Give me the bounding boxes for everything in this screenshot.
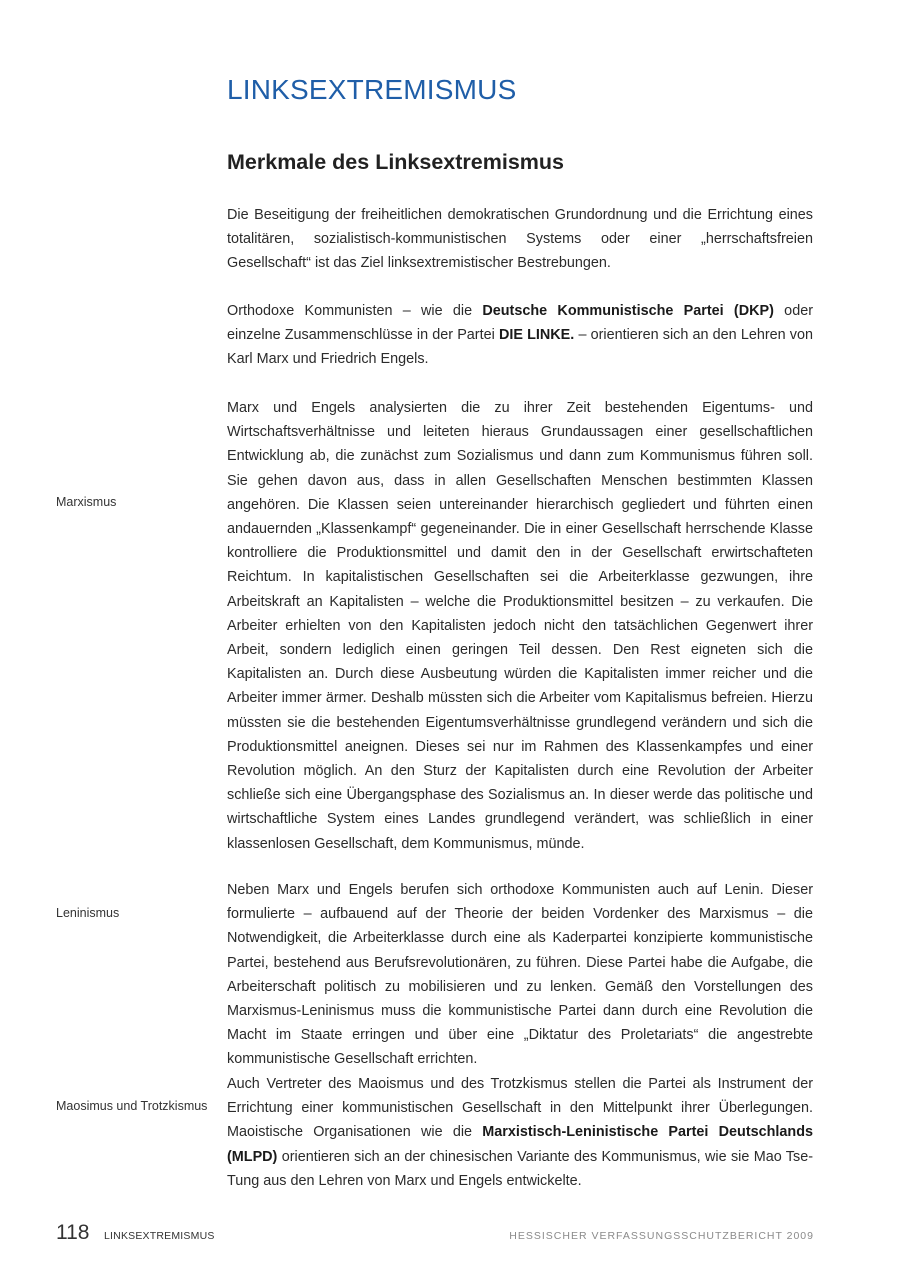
paragraph-text: oder einzelne Zusammenschlüsse in der Partei	[227, 303, 813, 344]
die-linke-name: DIE LINKE.	[498, 327, 575, 344]
paragraph-text: Auch Vertreter des Maoismus und des Trotzkismus stellen die Partei als Instrument der Errichtung einer kommunistischen Gesellschaft in den Mittelpunkt ihrer Überlegungen. Maoistische Organisationen wie die	[227, 1076, 813, 1141]
section-heading: Merkmale des Linksextremismus	[227, 150, 564, 174]
footer-report-title: HESSISCHER VERFASSUNGSSCHUTZBERICHT 2009	[509, 1230, 814, 1242]
paragraph-maoismus-trotzkismus	[227, 1072, 813, 1193]
mlpd-name: Marxistisch-Leninistische Partei Deutschlands (MLPD)	[227, 1124, 814, 1165]
margin-label-maoismus: Maosimus und Trotzkismus	[56, 1099, 208, 1113]
paragraph-text: Orthodoxe Kommunisten – wie die	[227, 303, 483, 319]
paragraph-text: orientieren sich an der chinesischen Variante des Kommunismus, wie sie Mao Tse-Tung aus den Lehren von Marx und Engels entwickelte.	[227, 1148, 813, 1189]
paragraph-orthodox-communists	[227, 299, 813, 372]
footer-section-title: LINKSEXTREMISMUS	[104, 1230, 215, 1242]
paragraph-marxismus: Marx und Engels analysierten die zu ihrer Zeit bestehenden Eigentums- und Wirtschaftsverhältnisse und leiteten hieraus Grundaussagen einer gesellschaftlichen Entwicklung ab, die zunächst zum Sozialismus und dann zum Kommunismus führen soll. Sie gehen davon aus, dass in allen Gesellschaften Menschen bestimmten Klassen angehören. Die Klassen seien untereinander hierarchisch gegliedert und führten einen andauernden „Klassenkampf“ gegeneinander. Die in einer Gesellschaft herrschende Klasse kontrolliere die Produktionsmittel und damit den in der Gesellschaft erwirtschafteten Reichtum. In kapitalistischen Gesellschaften sei die Arbeiterklasse gezwungen, ihre Arbeitskraft an Kapitalisten – welche die Produktionsmittel besitzen – zu verkaufen. Die Arbeiter erhielten von den Kapitalisten jedoch nicht den tatsächlichen Gegenwert ihrer Arbeit, sondern lediglich einen geringen Teil dessen. Den Rest eigneten sich die Kapitalisten an. Durch diese Ausbeutung würden die Kapitalisten immer reicher und die Arbeiter immer ärmer. Deshalb müssten sich die Arbeiter vom Kapitalismus befreien. Hierzu müssten sie die bestehenden Eigentumsverhältnisse grundlegend verändern und sich die Produktionsmittel aneignen. Dieses sei nur im Rahmen des Klassenkampfes und einer Revolution möglich. An den Sturz der Kapitalisten durch eine Revolution der Arbeiter schließe sich eine Übergangsphase des Sozialismus an. In dieser werde das politische und wirtschaftliche System eines Landes grundlegend verändert, was schließlich in einer klassenlosen Gesellschaft, dem Kommunismus, münde.	[227, 400, 813, 852]
margin-label-marxismus: Marxismus	[56, 495, 117, 509]
dkp-name: Deutsche Kommunistische Partei (DKP)	[482, 303, 774, 319]
paragraph-intro: Die Beseitigung der freiheitlichen demokratischen Grundordnung und die Errichtung eines totalitären, sozialistisch-kommunistischen Systems oder einer „herrschaftsfreien Gesellschaft“ ist das Ziel linksextremistischer Bestrebungen.	[227, 207, 813, 272]
page-number: 118	[56, 1221, 90, 1244]
paragraph-text: – orientieren sich an den Lehren von Karl Marx und Friedrich Engels.	[227, 327, 813, 368]
chapter-title: LINKSEXTREMISMUS	[227, 74, 517, 105]
paragraph-leninismus: Neben Marx und Engels berufen sich orthodoxe Kommunisten auch auf Lenin. Dieser formulierte – aufbauend auf der Theorie der beiden Vordenker des Marxismus – die Notwendigkeit, die Arbeiterklasse durch eine als Kaderpartei konzipierte kommunistische Partei, bestehend aus Berufsrevolutionären, zu führen. Diese Partei habe die Aufgabe, die Arbeiterschaft politisch zu mobilisieren und zu lenken. Gemäß den Vorstellungen des Marxismus-Leninismus muss die kommunistische Partei dann durch eine Revolution die Macht im Staate erringen und über eine „Diktatur des Proletariats“ die angestrebte kommunistische Gesellschaft errichten.	[227, 882, 813, 1068]
margin-label-leninismus: Leninismus	[56, 906, 120, 920]
